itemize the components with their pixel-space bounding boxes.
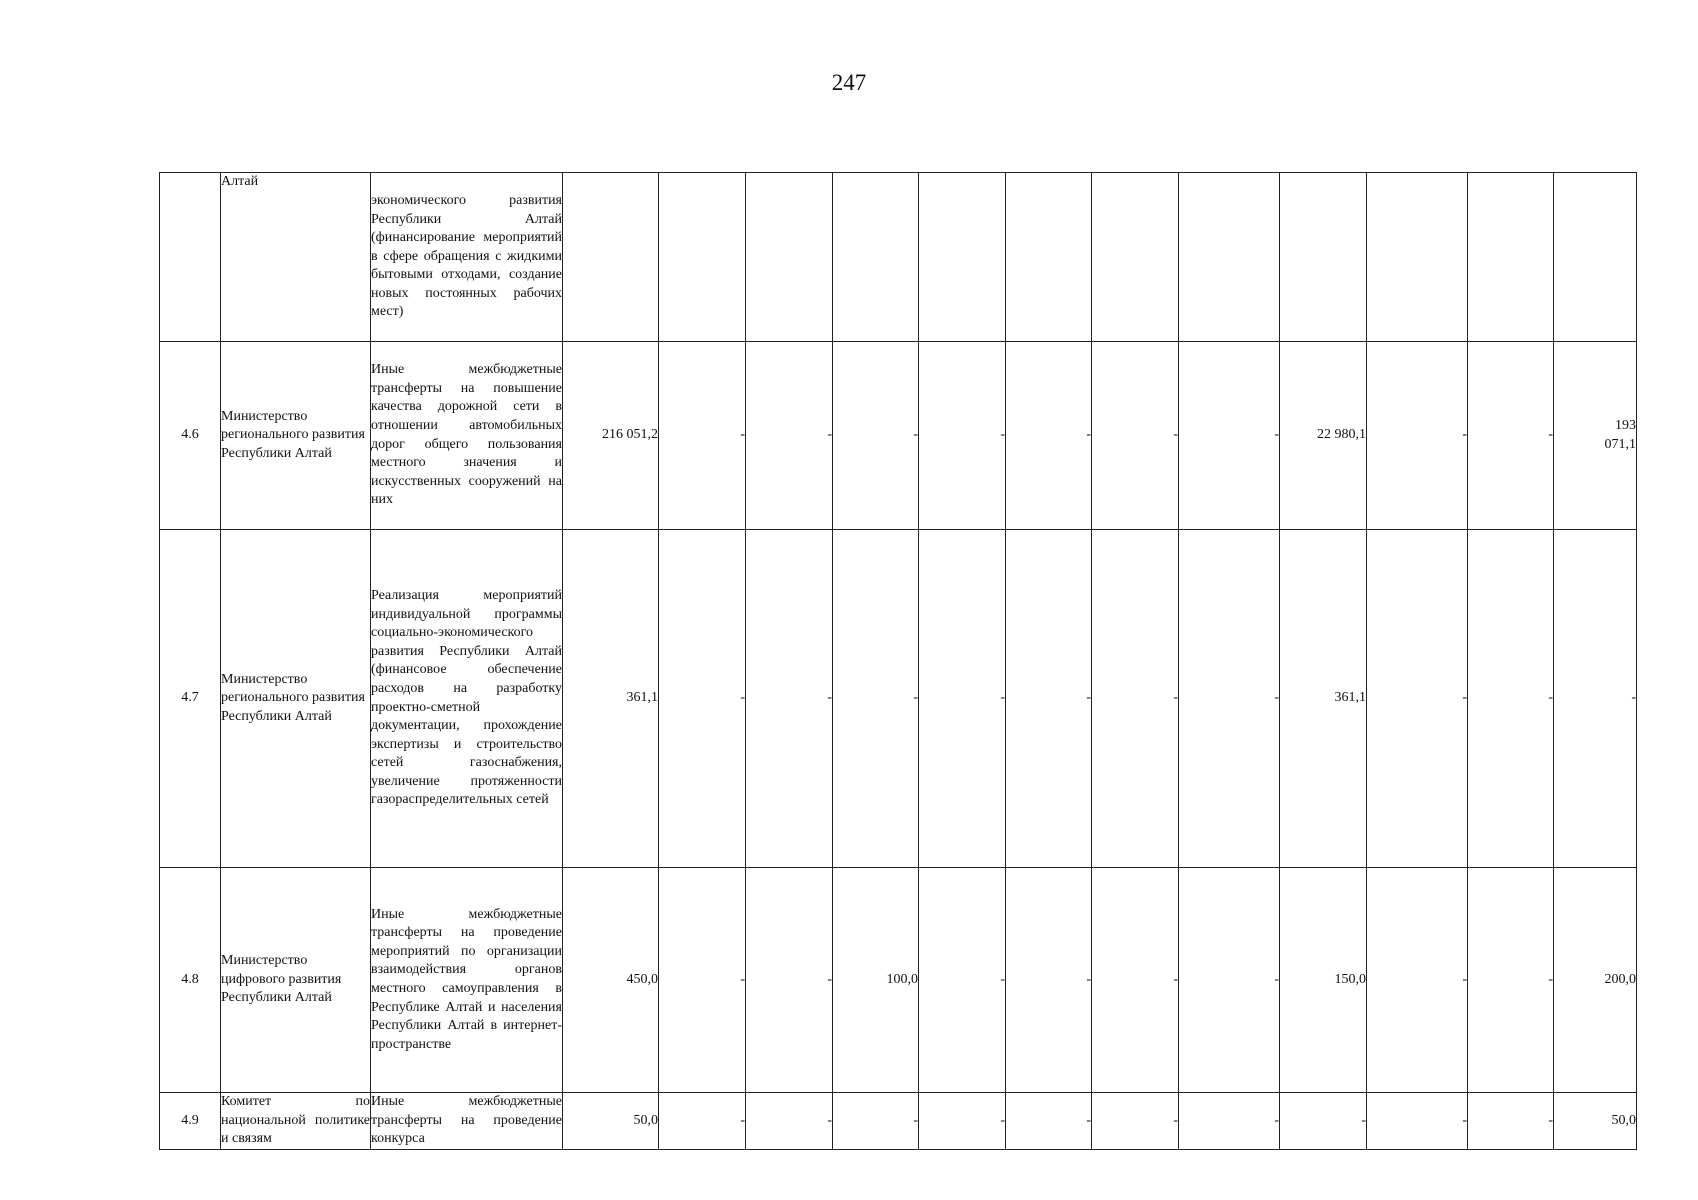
funding-value <box>1006 173 1092 342</box>
funding-value: - <box>919 1093 1006 1150</box>
funding-value <box>1468 173 1554 342</box>
funding-value: - <box>1367 868 1468 1093</box>
row-number: 4.9 <box>160 1093 221 1150</box>
funding-value: - <box>659 530 746 868</box>
funding-value: - <box>919 342 1006 530</box>
funding-value: 193 071,1 <box>1554 342 1637 530</box>
funding-value: 216 051,2 <box>563 342 659 530</box>
funding-value: - <box>746 342 833 530</box>
table-row <box>160 868 1637 1093</box>
funding-value: - <box>1179 1093 1280 1150</box>
funding-value <box>919 173 1006 342</box>
funding-value: - <box>1006 1093 1092 1150</box>
funding-value: - <box>1468 868 1554 1093</box>
funding-value <box>1554 173 1637 342</box>
responsible-organization: Министерство регионального развития Республики Алтай <box>221 530 371 868</box>
table-row <box>160 173 1637 342</box>
funding-value <box>1092 173 1179 342</box>
funding-value: 50,0 <box>563 1093 659 1150</box>
budget-table <box>159 172 1637 1150</box>
funding-value: 50,0 <box>1554 1093 1637 1150</box>
funding-value: 361,1 <box>1280 530 1367 868</box>
funding-value: - <box>1092 342 1179 530</box>
funding-value: - <box>659 1093 746 1150</box>
funding-value: - <box>1554 530 1637 868</box>
funding-value: - <box>1092 530 1179 868</box>
funding-value: - <box>1006 530 1092 868</box>
funding-value: - <box>1468 530 1554 868</box>
funding-value: - <box>746 530 833 868</box>
table-row <box>160 530 1637 868</box>
funding-value: - <box>833 342 919 530</box>
funding-value: - <box>659 342 746 530</box>
funding-value: 450,0 <box>563 868 659 1093</box>
funding-value: 22 980,1 <box>1280 342 1367 530</box>
funding-value <box>1367 173 1468 342</box>
measure-description: Иные межбюджетные трансферты на проведение мероприятий по организации взаимодействия органов местного самоуправления в Республике Алтай и населения Республики Алтай в интернет-пространстве <box>371 868 563 1093</box>
table-row <box>160 342 1637 530</box>
measure-description: экономического развития Республики Алтай (финансирование мероприятий в сфере обращения с жидкими бытовыми отходами, создание новых постоянных рабочих мест) <box>371 173 563 342</box>
funding-value: 100,0 <box>833 868 919 1093</box>
funding-value <box>1280 173 1367 342</box>
funding-value <box>659 173 746 342</box>
measure-description: Иные межбюджетные трансферты на повышение качества дорожной сети в отношении автомобильных дорог общего пользования местного значения и искусственных сооружений на них <box>371 342 563 530</box>
funding-value: - <box>1367 342 1468 530</box>
funding-value: - <box>1468 342 1554 530</box>
funding-value: - <box>1179 868 1280 1093</box>
table-row <box>160 1093 1637 1150</box>
funding-value: - <box>746 1093 833 1150</box>
funding-value: - <box>919 530 1006 868</box>
funding-value <box>746 173 833 342</box>
funding-value <box>833 173 919 342</box>
funding-value: - <box>1367 1093 1468 1150</box>
responsible-organization: Комитет по национальной политике и связям <box>221 1093 371 1150</box>
funding-value: - <box>1468 1093 1554 1150</box>
row-number: 4.7 <box>160 530 221 868</box>
funding-value: - <box>1179 342 1280 530</box>
responsible-organization: Министерство цифрового развития Республики Алтай <box>221 868 371 1093</box>
funding-value: - <box>1092 868 1179 1093</box>
funding-value: - <box>659 868 746 1093</box>
funding-value: - <box>833 530 919 868</box>
funding-value <box>1179 173 1280 342</box>
funding-value: - <box>1179 530 1280 868</box>
responsible-organization: Алтай <box>221 173 371 342</box>
funding-value: - <box>1092 1093 1179 1150</box>
row-number <box>160 173 221 342</box>
funding-value: - <box>1006 868 1092 1093</box>
row-number: 4.8 <box>160 868 221 1093</box>
funding-value: 200,0 <box>1554 868 1637 1093</box>
page-number: 247 <box>831 70 867 95</box>
funding-value: - <box>746 868 833 1093</box>
funding-value: 150,0 <box>1280 868 1367 1093</box>
funding-value: - <box>833 1093 919 1150</box>
funding-value: - <box>919 868 1006 1093</box>
funding-value: - <box>1367 530 1468 868</box>
funding-value: 361,1 <box>563 530 659 868</box>
measure-description: Реализация мероприятий индивидуальной программы социально-экономического развития Республики Алтай (финансовое обеспечение расходов на разработку проектно-сметной документации, прохождение экспертизы и строительство сетей газоснабжения, увеличение протяженности газораспределительных сетей <box>371 530 563 868</box>
funding-value <box>563 173 659 342</box>
responsible-organization: Министерство регионального развития Республики Алтай <box>221 342 371 530</box>
funding-value: - <box>1006 342 1092 530</box>
row-number: 4.6 <box>160 342 221 530</box>
funding-value: - <box>1280 1093 1367 1150</box>
measure-description: Иные межбюджетные трансферты на проведение конкурса <box>371 1093 563 1150</box>
